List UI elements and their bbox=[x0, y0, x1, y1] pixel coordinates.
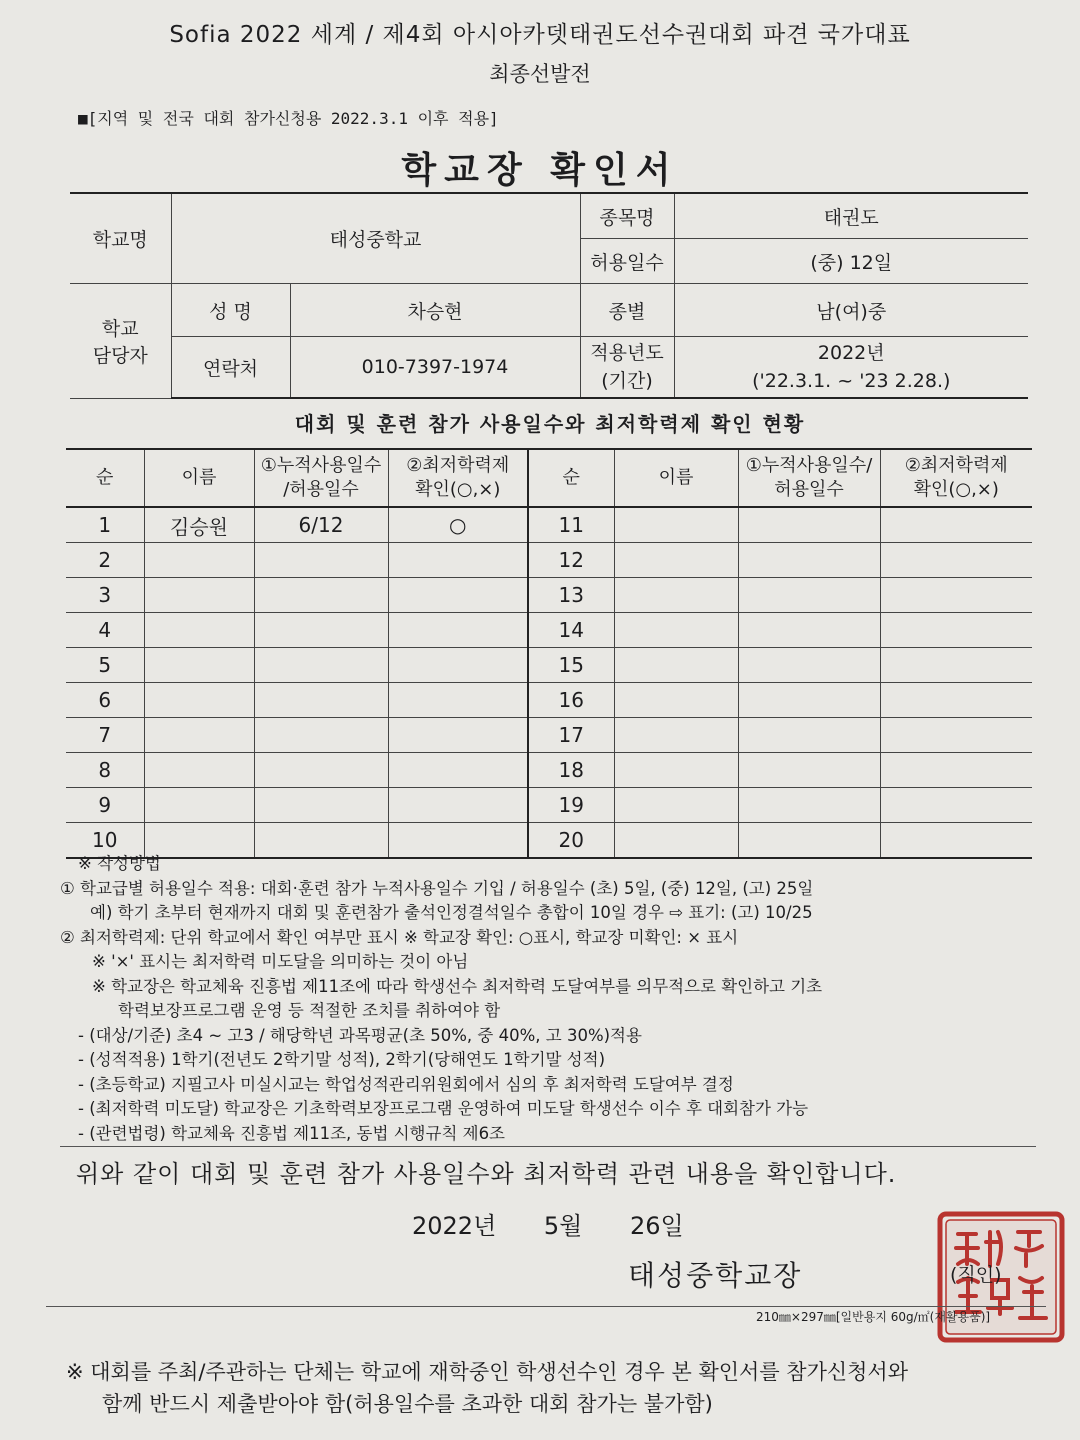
row-name bbox=[144, 753, 254, 788]
section-title: 대회 및 훈련 참가 사용일수와 최저학력제 확인 현황 bbox=[294, 412, 806, 436]
row-days bbox=[738, 753, 880, 788]
row-days bbox=[738, 507, 880, 543]
row-days: 6/12 bbox=[254, 507, 388, 543]
contact-value: 010-7397-1974 bbox=[290, 337, 580, 399]
col-check-left-line1: ②최저학력제 bbox=[406, 455, 510, 476]
apply-year-value bbox=[674, 337, 1028, 399]
row-days bbox=[254, 613, 388, 648]
manager-label bbox=[70, 284, 171, 399]
row-no: 2 bbox=[66, 543, 144, 578]
row-days bbox=[738, 788, 880, 823]
footer-note bbox=[66, 1356, 1056, 1420]
col-days-left-line1: ①누적사용일수 bbox=[260, 455, 382, 476]
col-days-right-line1: ①누적사용일수/ bbox=[745, 455, 873, 476]
col-days-left bbox=[254, 449, 388, 507]
row-no: 20 bbox=[528, 823, 614, 859]
row-days bbox=[738, 578, 880, 613]
row-name bbox=[144, 683, 254, 718]
col-check-left-line2: 확인(○,×) bbox=[415, 479, 501, 500]
row-check bbox=[880, 613, 1032, 648]
row-check bbox=[388, 543, 528, 578]
instruction-4b: 학력보장프로그램 운영 등 적절한 조치를 취하여야 함 bbox=[118, 1001, 501, 1020]
row-days bbox=[254, 683, 388, 718]
row-no: 1 bbox=[66, 507, 144, 543]
col-days-right bbox=[738, 449, 880, 507]
row-no: 10 bbox=[66, 823, 144, 859]
row-days bbox=[254, 578, 388, 613]
row-check bbox=[880, 578, 1032, 613]
header-subtitle: 최종선발전 bbox=[489, 62, 591, 86]
col-name-right: 이름 bbox=[614, 449, 738, 507]
row-name bbox=[144, 578, 254, 613]
seal-placeholder-label: (직인) bbox=[950, 1264, 1002, 1286]
date-year: 2022년 bbox=[412, 1212, 497, 1240]
date-day: 26일 bbox=[630, 1212, 684, 1240]
instruction-4a: ※ 학교장은 학교체육 진흥법 제11조에 따라 학생선수 최저학력 도달여부를 의무적으로 확인하고 기초 bbox=[92, 976, 823, 996]
category-value: 남(여)중 bbox=[674, 284, 1028, 337]
table-row bbox=[66, 543, 1032, 578]
paper-spec: 210㎜×297㎜[일반용지 60g/㎡(재활용품)] bbox=[756, 1310, 991, 1324]
instructions bbox=[60, 852, 1050, 1146]
principal-title: 태성중학교장 bbox=[628, 1259, 803, 1292]
event-value: 태권도 bbox=[674, 193, 1028, 239]
apply-year-label-line1: 적용년도 bbox=[590, 342, 664, 364]
row-check bbox=[388, 648, 528, 683]
row-no: 12 bbox=[528, 543, 614, 578]
school-name-value: 태성중학교 bbox=[171, 193, 580, 284]
col-no-left: 순 bbox=[66, 449, 144, 507]
row-check bbox=[388, 683, 528, 718]
table-row bbox=[66, 788, 1032, 823]
row-check bbox=[388, 578, 528, 613]
row-name bbox=[144, 718, 254, 753]
col-check-left bbox=[388, 449, 528, 507]
row-check bbox=[388, 753, 528, 788]
row-days bbox=[254, 718, 388, 753]
row-name bbox=[614, 683, 738, 718]
apply-year-label-line2: (기간) bbox=[601, 370, 653, 392]
row-days bbox=[254, 753, 388, 788]
col-check-right bbox=[880, 449, 1032, 507]
col-no-right: 순 bbox=[528, 449, 614, 507]
row-name bbox=[614, 578, 738, 613]
date-month: 5월 bbox=[543, 1212, 583, 1240]
row-no: 15 bbox=[528, 648, 614, 683]
row-no: 3 bbox=[66, 578, 144, 613]
col-days-right-line2: 허용일수 bbox=[774, 479, 844, 500]
table-row bbox=[66, 718, 1032, 753]
manager-name-value: 차승현 bbox=[290, 284, 580, 337]
row-name bbox=[144, 648, 254, 683]
table-row bbox=[66, 753, 1032, 788]
school-name-label: 학교명 bbox=[70, 193, 171, 284]
row-check bbox=[880, 683, 1032, 718]
row-name bbox=[614, 718, 738, 753]
category-label: 종별 bbox=[580, 284, 674, 337]
row-no: 18 bbox=[528, 753, 614, 788]
row-days bbox=[254, 788, 388, 823]
row-no: 9 bbox=[66, 788, 144, 823]
col-check-right-line1: ②최저학력제 bbox=[904, 455, 1008, 476]
row-name bbox=[144, 788, 254, 823]
row-no: 4 bbox=[66, 613, 144, 648]
allowed-days-value: (중) 12일 bbox=[674, 239, 1028, 284]
school-info-table bbox=[70, 192, 1028, 399]
confirmation-statement: 위와 같이 대회 및 훈련 참가 사용일수와 최저학력 관련 내용을 확인합니다. bbox=[76, 1160, 897, 1188]
issue-date bbox=[412, 1206, 724, 1241]
manager-label-line2: 담당자 bbox=[92, 344, 148, 367]
row-name bbox=[144, 613, 254, 648]
row-check bbox=[880, 507, 1032, 543]
row-days bbox=[738, 543, 880, 578]
row-check bbox=[880, 543, 1032, 578]
participation-table bbox=[66, 448, 1032, 859]
contact-label: 연락처 bbox=[171, 337, 290, 399]
row-check bbox=[880, 753, 1032, 788]
row-name bbox=[614, 788, 738, 823]
row-no: 5 bbox=[66, 648, 144, 683]
row-no: 6 bbox=[66, 683, 144, 718]
row-name bbox=[614, 543, 738, 578]
row-no: 7 bbox=[66, 718, 144, 753]
instruction-3: ※ '×' 표시는 최저학력 미도달을 의미하는 것이 아님 bbox=[92, 952, 469, 971]
apply-year-label bbox=[580, 337, 674, 399]
footer-note-line2: 함께 반드시 제출받아야 함(허용일수를 초과한 대회 참가는 불가함) bbox=[102, 1392, 713, 1416]
apply-year-value-line1: 2022년 bbox=[817, 342, 885, 364]
detail-4: - (최저학력 미도달) 학교장은 기초학력보장프로그램 운영하여 미도달 학생선수 이수 후 대회참가 가능 bbox=[78, 1099, 809, 1118]
instruction-1a: ① 학교급별 허용일수 적용: 대회·훈련 참가 누적사용일수 기입 / 허용일수 (초) 5일, (중) 12일, (고) 25일 bbox=[60, 878, 814, 898]
row-name bbox=[614, 507, 738, 543]
manager-label-line1: 학교 bbox=[101, 317, 139, 340]
document-title: 학교장 확인서 bbox=[401, 150, 679, 191]
row-days bbox=[738, 648, 880, 683]
row-check bbox=[388, 718, 528, 753]
row-name bbox=[614, 753, 738, 788]
row-days bbox=[254, 648, 388, 683]
row-no: 11 bbox=[528, 507, 614, 543]
detail-2: - (성적적용) 1학기(전년도 2학기말 성적), 2학기(당해연도 1학기말 성적) bbox=[78, 1050, 606, 1069]
divider bbox=[60, 1146, 1036, 1147]
col-name-left: 이름 bbox=[144, 449, 254, 507]
row-no: 17 bbox=[528, 718, 614, 753]
row-name: 김승원 bbox=[144, 507, 254, 543]
row-days bbox=[738, 683, 880, 718]
event-label: 종목명 bbox=[580, 193, 674, 239]
col-check-right-line2: 확인(○,×) bbox=[913, 479, 999, 500]
row-check bbox=[388, 788, 528, 823]
detail-1: - (대상/기준) 초4 ~ 고3 / 해당학년 과목평균(초 50%, 중 40%, 고 30%)적용 bbox=[78, 1025, 642, 1045]
table-row bbox=[66, 578, 1032, 613]
instructions-heading: ※ 작성방법 bbox=[78, 854, 161, 873]
row-days bbox=[254, 543, 388, 578]
form-usage-note: ■[지역 및 전국 대회 참가신청용 2022.3.1 이후 적용] bbox=[78, 109, 499, 128]
row-no: 19 bbox=[528, 788, 614, 823]
allowed-days-label: 허용일수 bbox=[580, 239, 674, 284]
header-event-title: Sofia 2022 세계 / 제4회 아시아카뎃태권도선수권대회 파견 국가대표 bbox=[169, 22, 911, 48]
detail-3: - (초등학교) 지필고사 미실시교는 학업성적관리위원회에서 심의 후 최저학력 도달여부 결정 bbox=[78, 1074, 734, 1094]
row-no: 13 bbox=[528, 578, 614, 613]
table-header-row bbox=[66, 449, 1032, 507]
row-no: 14 bbox=[528, 613, 614, 648]
row-check bbox=[880, 788, 1032, 823]
apply-year-value-line2: ('22.3.1. ~ '23 2.28.) bbox=[752, 370, 951, 392]
manager-name-label: 성 명 bbox=[171, 284, 290, 337]
row-name bbox=[144, 543, 254, 578]
row-no: 16 bbox=[528, 683, 614, 718]
detail-5: - (관련법령) 학교체육 진흥법 제11조, 동법 시행규칙 제6조 bbox=[78, 1123, 505, 1143]
table-row bbox=[66, 648, 1032, 683]
row-name bbox=[614, 648, 738, 683]
table-row bbox=[66, 613, 1032, 648]
row-check bbox=[880, 718, 1032, 753]
table-row bbox=[66, 683, 1032, 718]
bottom-divider bbox=[46, 1306, 1046, 1307]
col-days-left-line2: /허용일수 bbox=[283, 479, 359, 500]
instruction-1b: 예) 학기 초부터 현재까지 대회 및 훈련참가 출석인정결석일수 총합이 10일 경우 ⇨ 표기: (고) 10/25 bbox=[90, 903, 813, 922]
row-check bbox=[388, 613, 528, 648]
row-days bbox=[738, 718, 880, 753]
footer-note-line1: ※ 대회를 주최/주관하는 단체는 학교에 재학중인 학생선수인 경우 본 확인서를 참가신청서와 bbox=[66, 1360, 909, 1384]
row-no: 8 bbox=[66, 753, 144, 788]
row-days bbox=[738, 613, 880, 648]
row-name bbox=[614, 613, 738, 648]
row-check bbox=[880, 648, 1032, 683]
instruction-2: ② 최저학력제: 단위 학교에서 확인 여부만 표시 ※ 학교장 확인: ○표시, 학교장 미확인: × 표시 bbox=[60, 927, 739, 947]
table-row bbox=[66, 507, 1032, 543]
row-check: ○ bbox=[388, 507, 528, 543]
